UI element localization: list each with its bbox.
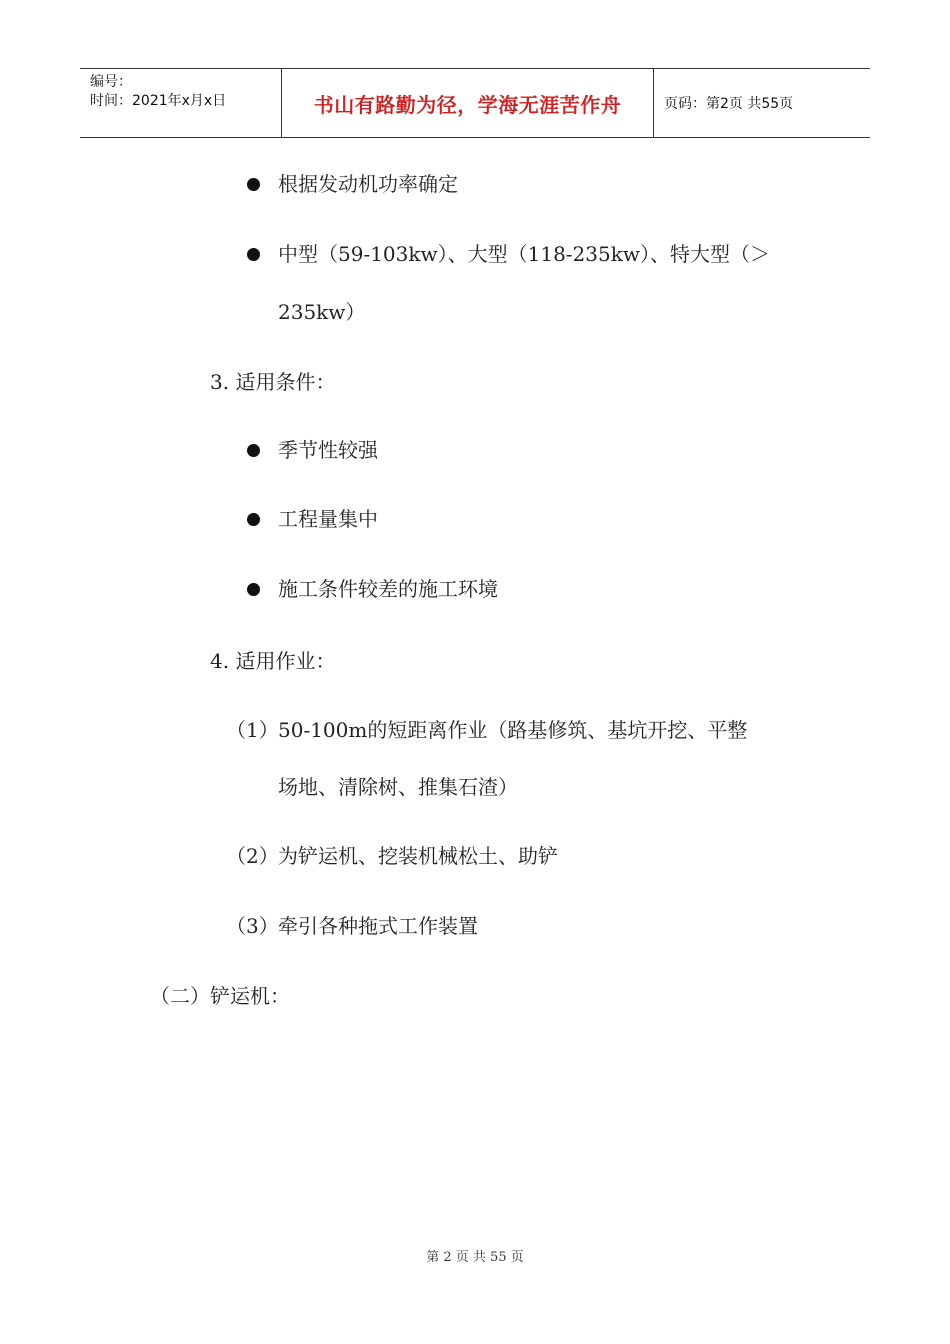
bullet-icon [247,513,260,526]
numbered-item: 50-100m的短距离作业（路基修筑、基坑开挖、平整 [278,718,748,742]
bullet-item-continuation: 235kw） [278,300,366,324]
item-number: （1） [226,718,279,742]
header-motto: 书山有路勤为径，学海无涯苦作舟 [282,69,654,137]
item-number: （2） [226,844,279,868]
page-footer: 第 2 页 共 55 页 [426,1250,524,1265]
bullet-icon [247,444,260,457]
header-page-info: 页码：第2页 共55页 [664,96,794,112]
numbered-item: 牵引各种拖式工作装置 [278,914,478,938]
bullet-item: 季节性较强 [278,438,378,462]
bullet-icon [247,248,260,261]
bullet-icon [247,178,260,191]
numbered-item: 为铲运机、挖装机械松土、助铲 [278,844,558,868]
numbered-item-continuation: 场地、清除树、推集石渣） [278,775,518,799]
doc-time-label: 时间：2021年x月x日 [90,93,227,109]
bullet-item: 施工条件较差的施工环境 [278,577,498,601]
chapter-heading: （二）铲运机： [150,984,290,1008]
bullet-item: 工程量集中 [278,507,378,531]
bullet-icon [247,583,260,596]
page-header [80,68,870,138]
section-heading: 3. 适用条件： [210,370,336,394]
section-heading: 4. 适用作业： [210,649,336,673]
bullet-item: 中型（59-103kw）、大型（118-235kw）、特大型（＞ [278,242,770,266]
doc-number-label: 编号： [90,74,132,90]
item-number: （3） [226,914,279,938]
bullet-item: 根据发动机功率确定 [278,172,458,196]
header-info-cell [80,69,282,137]
